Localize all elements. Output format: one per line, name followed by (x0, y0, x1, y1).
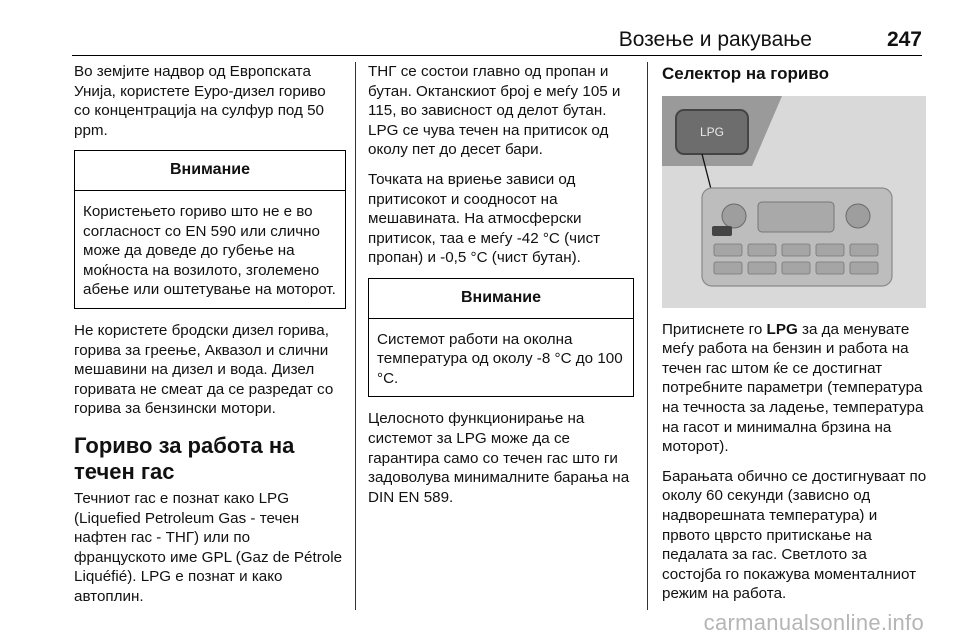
paragraph: Течниот гас е познат како LPG (Liquefied Petroleum Gas - течен нафтен гас - ТНГ) или по францускoто име GPL (Gaz de Pétrole Liquéfié). LPG е познат и како автоплин. (74, 489, 343, 605)
dashboard-illustration (662, 96, 926, 308)
paragraph: Барањата обично се достигнуваат по околу 60 секунди (зависно од надворешната температура) и првото цврсто притискање на педалата за гас. Светлото за состојба го покажува моменталниот режим на работа. (662, 467, 927, 603)
column-1 (74, 62, 346, 616)
paragraph: Точката на вриење зависи од притисокот и соодносот на мешавината. На атмосферски притисок, таа е меѓу -42 °C (чист пропан) и -0,5 °C (чист бутан). (368, 170, 601, 267)
lpg-button-label: LPG (699, 124, 725, 139)
warning-title: Внимание (75, 151, 345, 191)
page-header (72, 0, 922, 56)
header-title: Возење и ракување (618, 28, 812, 51)
paragraph: ТНГ се состои главно од пропан и бутан. Октанскиот број е меѓу 105 и 115, во зависност од делот бутан. LPG се чува течен на притисок од околу пет до десет бари. (368, 63, 621, 159)
warning-body: Користењето гориво што не е во согласност со EN 590 или слично може да доведе до губење на моќноста на возилото, зголемено абење или оштетување на моторот. (83, 202, 336, 299)
warning-box (368, 278, 634, 397)
column-3 (662, 62, 928, 614)
header-rule (72, 55, 922, 56)
column-divider-2 (647, 62, 648, 610)
paragraph: Во земјите надвор од Европската Унија, користете Еуро-дизел гориво со концентрација на сулфур под 50 ppm. (74, 63, 326, 139)
lpg-keyword: LPG (766, 320, 798, 338)
dashboard-photo (662, 96, 926, 308)
text-run: за да менувате меѓу работа на бензин и работа на течен гас штом ќе се достигнат потребните параметри (температура на течноста за ладење, температура на гасот и минимална брзина на моторот). (662, 320, 924, 456)
paragraph: Целосното функционирање на системот за LPG може да се гарантира само со течен гас што ги задоволува минималните барања на DIN EN 589. (368, 410, 630, 506)
paragraph: Не користете бродски дизел горива, горива за греење, Аквазол и слични мешавини на дизел и вода. Дизел горивата не смеат да се разредат со горива за бензински мотори. (74, 321, 334, 418)
warning-title: Внимание (369, 279, 633, 319)
section-heading: Селектор на гориво (662, 64, 829, 83)
page-number: 247 (886, 28, 922, 51)
text-run: Притиснете го (662, 320, 767, 338)
section-heading: Гориво за работа на течен гас (74, 432, 295, 484)
warning-box (74, 150, 346, 309)
warning-body: Системот работи на околна температура од околу -8 °C до 100 °C. (377, 330, 623, 387)
paragraph (662, 320, 928, 457)
column-2 (368, 62, 634, 517)
watermark: carmanualsonline.info (703, 610, 924, 635)
column-divider-1 (355, 62, 356, 610)
